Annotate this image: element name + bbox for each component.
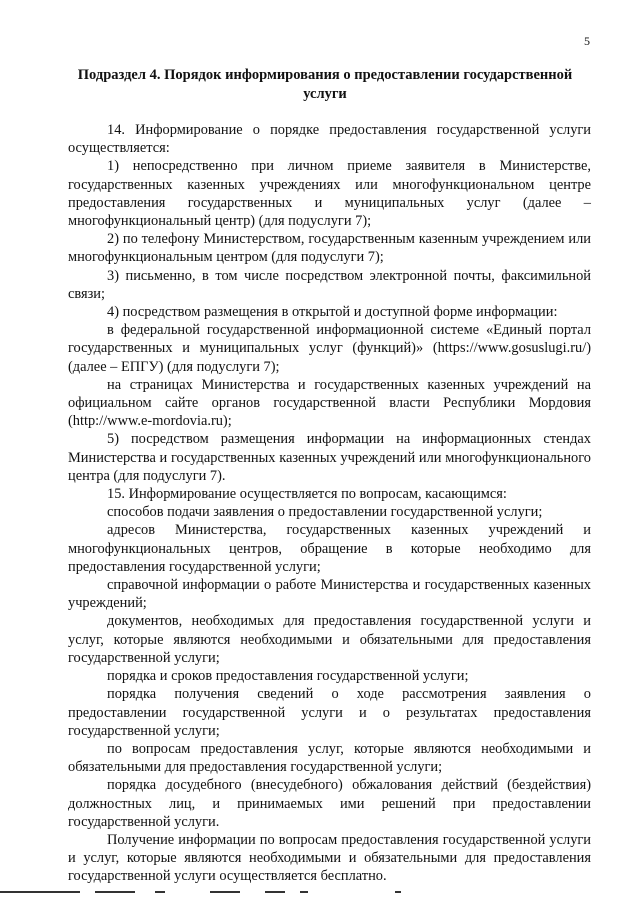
paragraph: 14. Информирование о порядке предоставления государственной услуги осуществляется: [68,122,591,157]
paragraph: на страницах Министерства и государственных казенных учреждений на официальном сайте органов государственной власти Республики Мордовия (http://www.e-mordovia.ru); [68,376,591,430]
paragraph: адресов Министерства, государственных казенных учреждений и многофункциональных центров, обращение в которые необходимо для предоставления государственной услуги; [68,522,591,575]
paragraph: способов подачи заявления о предоставлении государственной услуги; [107,504,543,521]
paragraph: 2) по телефону Министерством, государственным казенным учреждением или многофункциональным центром (для подуслуги 7); [68,231,591,266]
paragraph: 4) посредством размещения в открытой и доступной форме информации: [107,304,558,321]
paragraph: документов, необходимых для предоставления государственной услуги и услуг, которые являются необходимыми и обязательными для предоставления государственной услуги; [68,613,591,666]
scan-artifact-line [0,891,640,895]
paragraph: 3) письменно, в том числе посредством электронной почты, факсимильной связи; [68,267,591,302]
paragraph: 5) посредством размещения информации на информационных стендах Министерства и государственных казенных учреждений или многофункционального центра (для подуслуги 7). [68,431,591,484]
paragraph: в федеральной государственной информационной системе «Единый портал государственных и муниципальных услуг (функций)» (https://www.gosuslugi.ru/) (далее – ЕПГУ) (для подуслуги 7); [68,322,591,375]
paragraph: справочной информации о работе Министерства и государственных казенных учреждений; [68,577,591,612]
document-body [68,121,591,886]
paragraph: 1) непосредственно при личном приеме заявителя в Министерстве, государственных казенных учреждениях или многофункциональном центре предоставления государственных и муниципальных услуг (далее – многофункциональный центр) (для подуслуги 7); [68,158,591,230]
page-number: 5 [584,34,590,48]
paragraph: порядка получения сведений о ходе рассмотрения заявления о предоставлении государственной услуги и о результатах предоставления государственной услуги; [68,686,591,739]
paragraph: порядка досудебного (внесудебного) обжалования действий (бездействия) должностных лиц, и принимаемых ими решений при предоставлении государственной услуги. [68,777,591,830]
paragraph: Получение информации по вопросам предоставления государственной услуги и услуг, которые являются необходимыми и обязательными для предоставления государственной услуги осуществляется бесплатно. [68,831,591,885]
paragraph: по вопросам предоставления услуг, которые являются необходимыми и обязательными для предоставления государственной услуги; [68,740,591,776]
paragraph: 15. Информирование осуществляется по вопросам, касающимся: [107,486,507,503]
section-heading: Подраздел 4. Порядок информирования о предоставлении государственной услуги [77,67,573,102]
paragraph: порядка и сроков предоставления государственной услуги; [107,668,469,685]
